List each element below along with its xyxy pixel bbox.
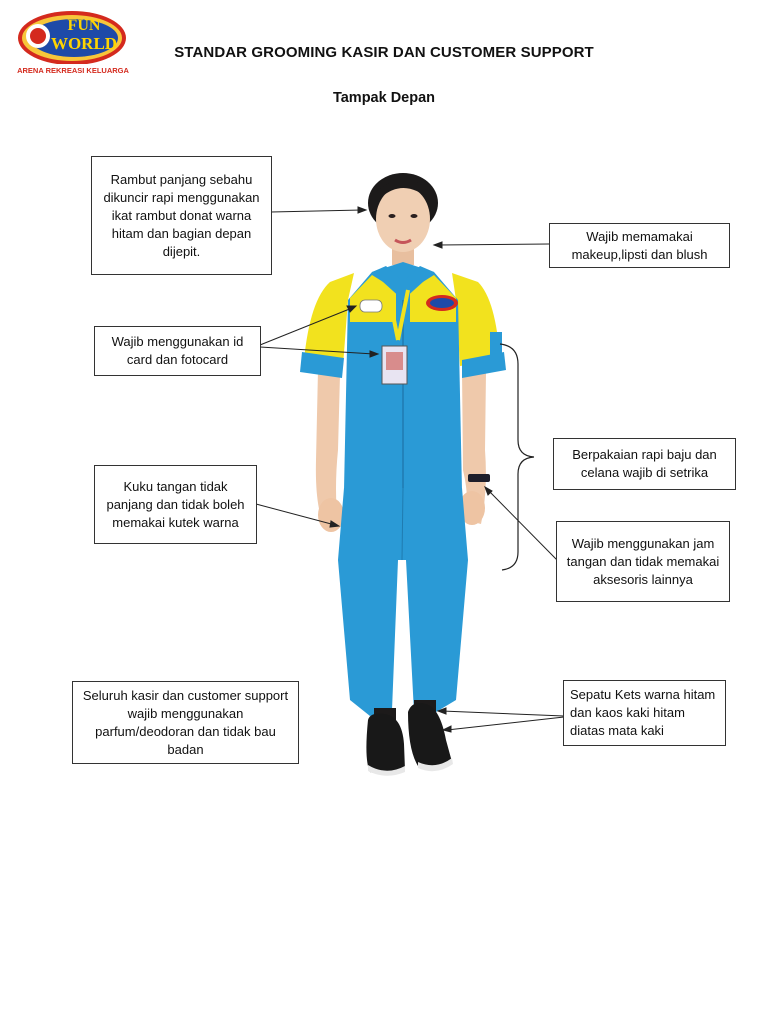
note-hair: Rambut panjang sebahu dikuncir rapi menggunakan ikat rambut donat warna hitam dan bagian depan dijepit. [91,156,272,275]
note-nails: Kuku tangan tidak panjang dan tidak boleh memakai kutek warna [94,465,257,544]
note-perfume: Seluruh kasir dan customer support wajib menggunakan parfum/deodoran dan tidak bau badan [72,681,299,764]
svg-text:WORLD: WORLD [50,34,118,53]
brace [500,344,534,570]
svg-text:FUN: FUN [67,17,101,34]
note-makeup: Wajib memamakai makeup,lipsti dan blush [549,223,730,268]
note-id-card: Wajib menggunakan id card dan fotocard [94,326,261,376]
svg-text:ARENA REKREASI KELUARGA: ARENA REKREASI KELUARGA [17,66,129,75]
note-dress: Berpakaian rapi baju dan celana wajib di setrika [553,438,736,490]
page-subtitle: Tampak Depan [332,90,436,106]
page-title: STANDAR GROOMING KASIR DAN CUSTOMER SUPPORT [174,44,594,61]
left-shoe [366,714,405,775]
note-watch: Wajib menggunakan jam tangan dan tidak memakai aksesoris lainnya [556,521,730,602]
note-shoes: Sepatu Kets warna hitam dan kaos kaki hitam diatas mata kaki [563,680,726,746]
